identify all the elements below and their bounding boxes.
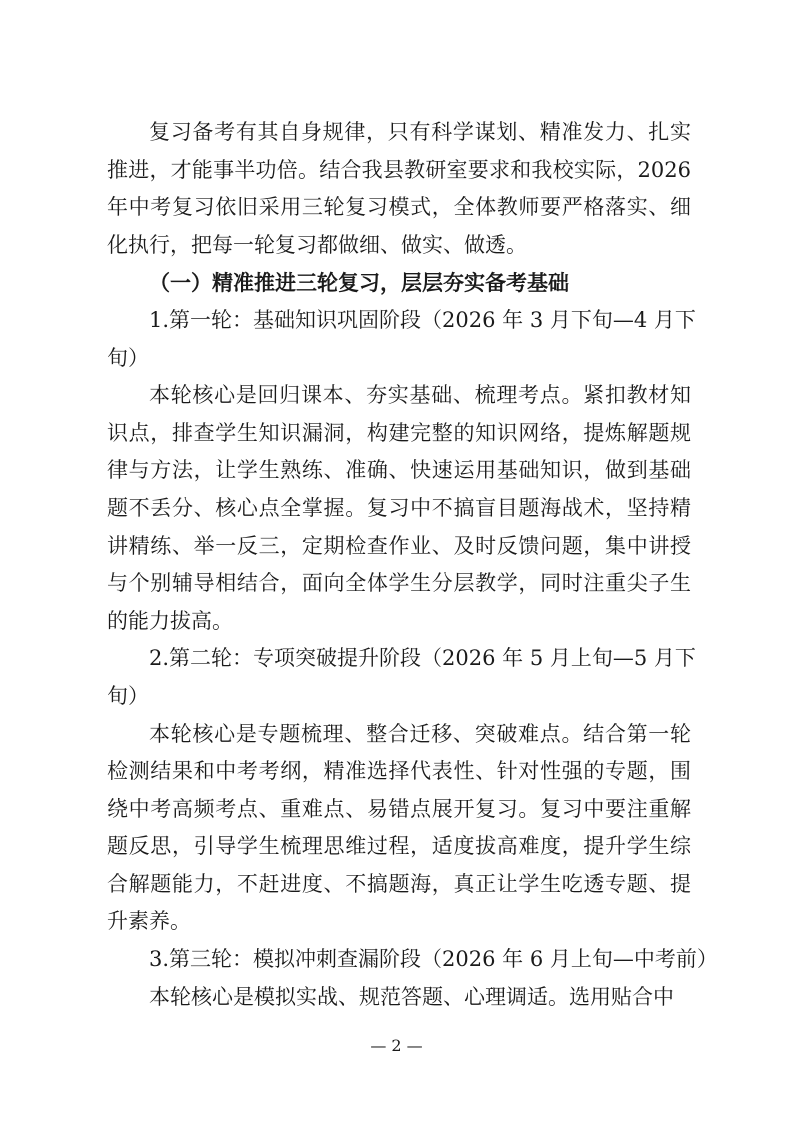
text-line: 3.第三轮：模拟冲刺查漏阶段（2026 年 6 月上旬—中考前） — [149, 947, 718, 972]
paragraph — [107, 979, 691, 1017]
text-line: 题反思，引导学生梳理思维过程，适度拔高难度，提升学生综 — [107, 834, 691, 859]
text-line: 识点，排查学生知识漏洞，构建完整的知识网络，提炼解题规 — [107, 420, 691, 445]
text-line: 的能力拔高。 — [107, 608, 233, 633]
text-line: 本轮核心是回归课本、夯实基础、梳理考点。紧扣教材知 — [149, 383, 691, 408]
text-line: 合解题能力，不赶进度、不搞题海，真正让学生吃透专题、提 — [107, 871, 691, 896]
document-body — [107, 114, 718, 1016]
text-line: （一）精准推进三轮复习，层层夯实备考基础 — [149, 270, 569, 296]
text-line: 题不丢分、核心点全掌握。复习中不搞盲目题海战术，坚持精 — [107, 495, 691, 520]
text-line: 讲精练、举一反三，定期检查作业、及时反馈问题，集中讲授 — [107, 533, 691, 558]
text-line: 本轮核心是专题梳理、整合迁移、突破难点。结合第一轮 — [149, 721, 691, 746]
text-line: 旬） — [107, 683, 149, 708]
text-line: 复习备考有其自身规律，只有科学谋划、精准发力、扎实 — [149, 120, 691, 144]
text-line: 律与方法，让学生熟练、准确、快速运用基础知识，做到基础 — [107, 458, 691, 483]
text-line: 本轮核心是模拟实战、规范答题、心理调适。选用贴合中 — [149, 984, 674, 1009]
paragraph — [107, 377, 691, 640]
paragraph — [107, 640, 696, 715]
paragraph — [107, 114, 691, 264]
section-heading — [107, 264, 691, 302]
text-line: 1.第一轮：基础知识巩固阶段（2026 年 3 月下旬—4 月下 — [149, 307, 696, 332]
paragraph — [107, 941, 718, 979]
text-line: 年中考复习依旧采用三轮复习模式，全体教师要严格落实、细 — [107, 195, 691, 220]
text-line: 化执行，把每一轮复习都做细、做实、做透。 — [107, 232, 527, 257]
text-line: 绕中考高频考点、重难点、易错点展开复习。复习中要注重解 — [107, 796, 691, 821]
text-line: 推进，才能事半功倍。结合我县教研室要求和我校实际，2026 — [107, 157, 691, 182]
text-line: 升素养。 — [107, 909, 191, 934]
text-line: 旬） — [107, 345, 149, 370]
paragraph — [107, 302, 696, 377]
text-line: 与个别辅导相结合，面向全体学生分层教学，同时注重尖子生 — [107, 571, 691, 596]
text-line: 2.第二轮：专项突破提升阶段（2026 年 5 月上旬—5 月下 — [149, 646, 696, 671]
text-line: 检测结果和中考考纲，精准选择代表性、针对性强的专题，围 — [107, 759, 691, 784]
paragraph — [107, 716, 691, 942]
page-number: — 2 — — [370, 1036, 423, 1055]
